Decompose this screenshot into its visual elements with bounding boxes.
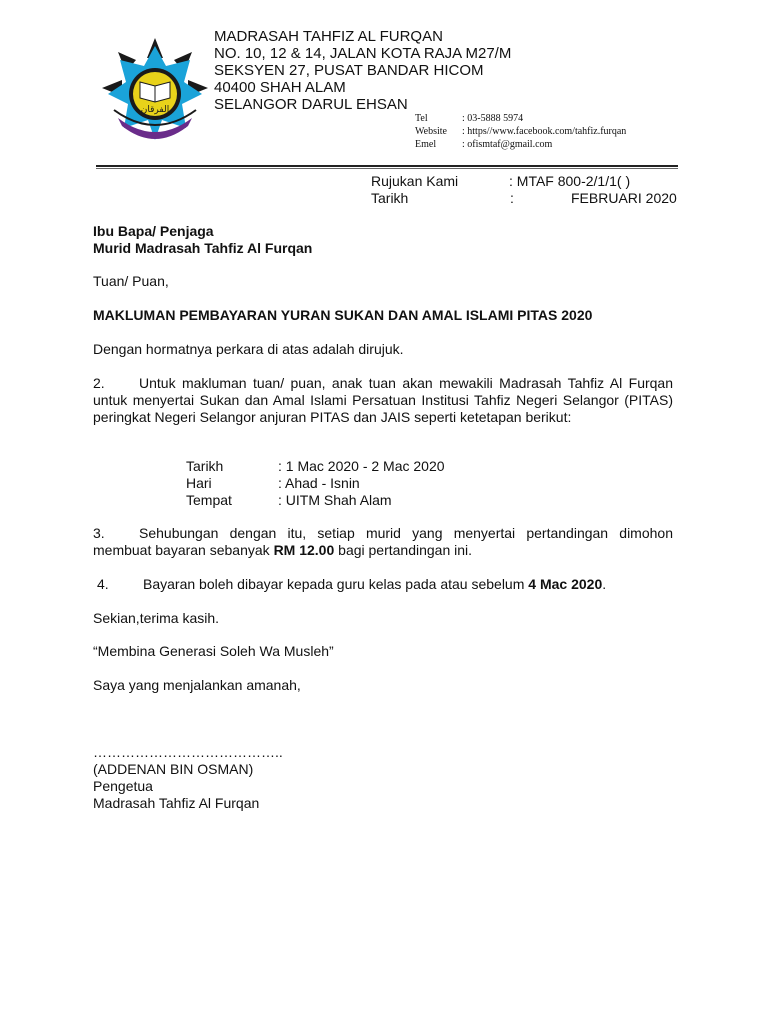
paragraph-3 [93, 525, 673, 559]
signatory-organisation: Madrasah Tahfiz Al Furqan [93, 795, 260, 811]
recipient-line-1: Ibu Bapa/ Penjaga [93, 223, 214, 239]
school-name: MADRASAH TAHFIZ AL FURQAN [214, 28, 443, 45]
address-line-4: SELANGOR DARUL EHSAN [214, 96, 408, 113]
tel-label: Tel [415, 113, 428, 124]
motto: “Membina Generasi Soleh Wa Musleh” [93, 643, 334, 659]
header-divider-thin [96, 168, 678, 169]
date-value: FEBRUARI 2020 [571, 190, 677, 206]
address-line-2: SEKSYEN 27, PUSAT BANDAR HICOM [214, 62, 484, 79]
signature-dots: ………………………………….. [93, 744, 283, 760]
header-divider-thick [96, 165, 678, 167]
signatory-title: Pengetua [93, 778, 153, 794]
paragraph-3-text-b: bagi pertandingan ini. [334, 542, 473, 558]
email-label: Emel [415, 139, 437, 150]
date-label: Tarikh [371, 190, 409, 206]
subject-heading: MAKLUMAN PEMBAYARAN YURAN SUKAN DAN AMAL ISLAMI PITAS 2020 [93, 307, 593, 323]
paragraph-4-number: 4. [97, 576, 109, 592]
detail-day-value: : Ahad - Isnin [278, 475, 360, 491]
recipient-line-2: Murid Madrasah Tahfiz Al Furqan [93, 240, 313, 256]
address-line-3: 40400 SHAH ALAM [214, 79, 346, 96]
signatory-name: (ADDENAN BIN OSMAN) [93, 761, 254, 777]
website-label: Website [415, 126, 447, 137]
paragraph-2 [93, 375, 673, 426]
detail-date-value: : 1 Mac 2020 - 2 Mac 2020 [278, 458, 445, 474]
salutation: Tuan/ Puan, [93, 273, 169, 289]
detail-venue-label: Tempat [186, 492, 232, 508]
detail-venue-value: : UITM Shah Alam [278, 492, 392, 508]
intro-paragraph: Dengan hormatnya perkara di atas adalah dirujuk. [93, 341, 404, 357]
detail-day-label: Hari [186, 475, 212, 491]
ref-label: Rujukan Kami [371, 173, 459, 189]
logo-emblem-icon [100, 36, 210, 146]
svg-text:الفرقان: الفرقان [140, 105, 170, 115]
detail-date-label: Tarikh [186, 458, 224, 474]
closing-line: Sekian,terima kasih. [93, 610, 220, 626]
paragraph-3-number: 3. [93, 525, 105, 541]
website-value: : https//www.facebook.com/tahfiz.furqan [462, 126, 627, 137]
address-line-1: NO. 10, 12 & 14, JALAN KOTA RAJA M27/M [214, 45, 512, 62]
paragraph-2-text: Untuk makluman tuan/ puan, anak tuan akan mewakili Madrasah Tahfiz Al Furqan untuk menyertai Sukan dan Amal Islami Persatuan Institusi Tahfiz Negeri Selangor (PITAS) peringkat Negeri Selangor anjuran PITAS dan JAIS seperti ketetapan berikut: [93, 375, 673, 425]
signoff: Saya yang menjalankan amanah, [93, 677, 301, 693]
paragraph-3-text-a: Sehubungan dengan itu, setiap murid yang menyertai pertandingan dimohon membuat bayaran sebanyak [93, 525, 673, 558]
email-value: : ofismtaf@gmail.com [462, 139, 553, 150]
tel-value: : 03-5888 5974 [462, 113, 524, 124]
payment-amount: RM 12.00 [273, 542, 335, 558]
paragraph-2-number: 2. [93, 375, 105, 391]
paragraph-4-text-a: Bayaran boleh dibayar kepada guru kelas pada atau sebelum [143, 576, 529, 592]
payment-deadline: 4 Mac 2020 [528, 576, 603, 592]
madrasah-logo [100, 36, 210, 146]
ref-value: : MTAF 800-2/1/1( ) [509, 173, 631, 189]
date-colon: : [510, 190, 514, 206]
paragraph-4 [97, 576, 606, 593]
paragraph-4-text-b: . [602, 576, 607, 592]
